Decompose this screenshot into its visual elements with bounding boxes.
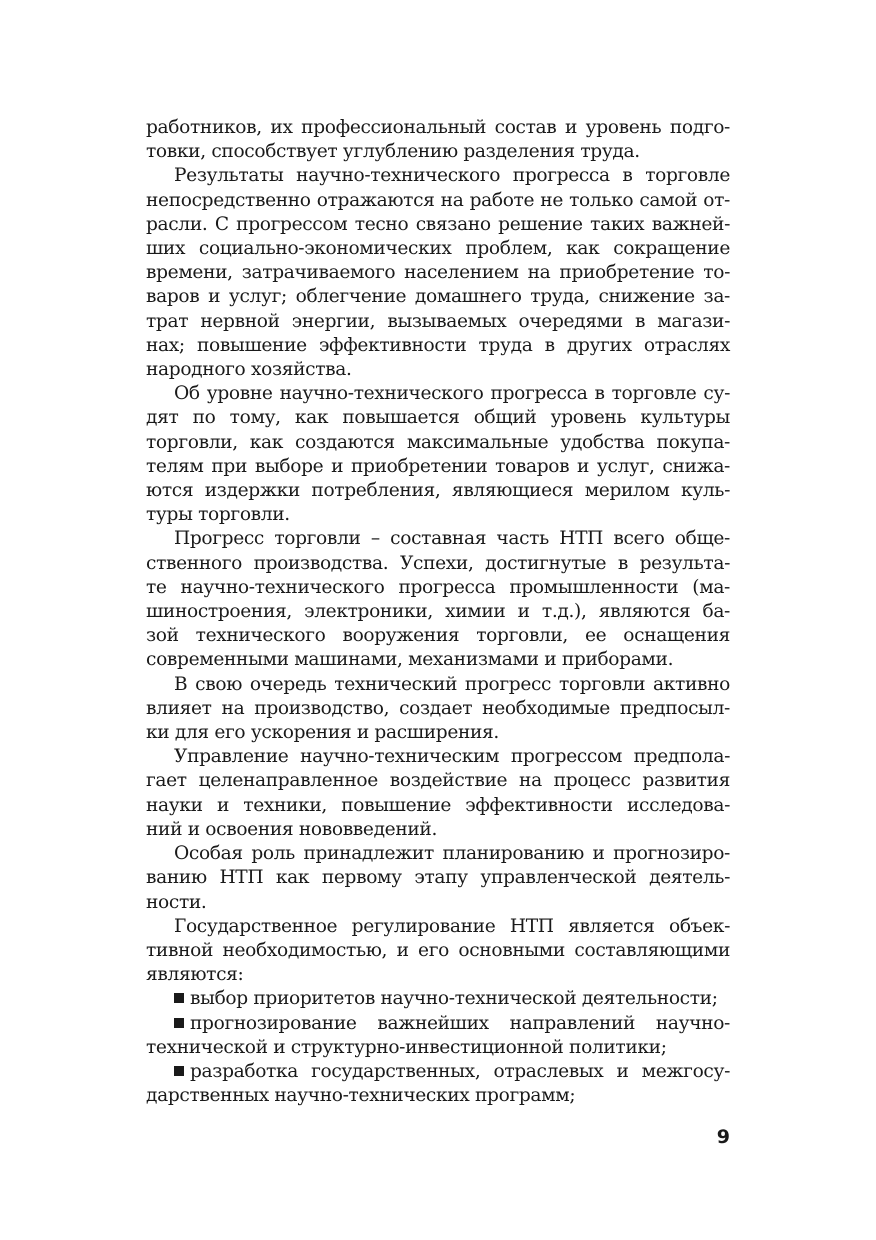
- paragraph: [146, 915, 730, 988]
- text-line: Об уровне научно-технического прогресса в торговле су-: [174, 383, 730, 405]
- text-line: трат нервной энергии, вызываемых очередями в магази-: [146, 310, 730, 332]
- paragraph: [146, 382, 730, 527]
- square-bullet-icon: [174, 993, 184, 1003]
- text-line: Результаты научно-технического прогресса в торговле: [174, 165, 730, 187]
- paragraph: [146, 527, 730, 672]
- text-line: ванию НТП как первому этапу управленческой деятель-: [146, 867, 730, 889]
- text-line: науки и техники, повышение эффективности исследова-: [146, 794, 730, 816]
- text-line: являются:: [146, 964, 244, 986]
- text-line: народного хозяйства.: [146, 359, 352, 381]
- text-line: гает целенаправленное воздействие на процесс развития: [146, 770, 730, 792]
- list-item-text: разработка государственных, отраслевых и межгосу-: [190, 1060, 730, 1082]
- square-bullet-icon: [174, 1066, 184, 1076]
- text-line: ки для его ускорения и расширения.: [146, 722, 499, 744]
- text-line: технической и структурно-инвестиционной политики;: [146, 1036, 667, 1058]
- text-line: шиностроения, электроники, химии и т.д.), являются ба-: [146, 601, 730, 623]
- text-line: Государственное регулирование НТП является объек-: [174, 915, 730, 937]
- list-item: [146, 1012, 730, 1060]
- square-bullet-icon: [174, 1018, 184, 1028]
- text-line: дят по тому, как повышается общий уровень культуры: [146, 407, 730, 429]
- paragraph: [146, 745, 730, 842]
- text-line: ственного производства. Успехи, достигнутые в результа-: [146, 552, 730, 574]
- text-line: современными машинами, механизмами и приборами.: [146, 649, 674, 671]
- list-item: [146, 1060, 730, 1108]
- text-line: те научно-технического прогресса промышленности (ма-: [146, 576, 730, 598]
- text-line: дарственных научно-технических программ;: [146, 1085, 576, 1107]
- paragraph: [146, 842, 730, 915]
- text-line: работников, их профессиональный состав и уровень подго-: [146, 117, 730, 138]
- text-line: телям при выборе и приобретении товаров и услуг, снижа-: [146, 455, 730, 477]
- text-line: расли. С прогрессом тесно связано решение таких важней-: [146, 213, 730, 235]
- list-item: [146, 987, 730, 1011]
- paragraph: [146, 116, 730, 164]
- text-line: зой технического вооружения торговли, ее оснащения: [146, 625, 730, 647]
- text-line: тивной необходимостью, и его основными составляющими: [146, 939, 730, 961]
- text-line: Управление научно-техническим прогрессом предпола-: [174, 746, 730, 768]
- text-line: [146, 1060, 730, 1084]
- bullet-list: [146, 987, 730, 1108]
- text-line: [146, 987, 730, 1011]
- list-item-text: выбор приоритетов научно-технической деятельности;: [190, 988, 718, 1010]
- text-line: ности.: [146, 891, 207, 913]
- list-item-text: прогнозирование важнейших направлений научно-: [190, 1012, 730, 1034]
- text-line: ний и освоения нововведений.: [146, 818, 438, 840]
- text-line: В свою очередь технический прогресс торговли активно: [174, 673, 730, 695]
- text-line: нах; повышение эффективности труда в других отраслях: [146, 334, 730, 356]
- text-line: ших социально-экономических проблем, как сокращение: [146, 238, 730, 260]
- text-line: туры торговли.: [146, 504, 290, 526]
- text-line: Особая роль принадлежит планированию и прогнозиро-: [174, 843, 730, 865]
- page-number: 9: [716, 1126, 730, 1148]
- text-line: торговли, как создаются максимальные удобства покупа-: [146, 431, 730, 453]
- text-line: товки, способствует углублению разделения труда.: [146, 141, 640, 163]
- page-body: [146, 116, 730, 1108]
- text-line: Прогресс торговли – составная часть НТП всего обще-: [174, 528, 730, 550]
- text-line: [146, 1012, 730, 1036]
- text-line: ются издержки потребления, являющиеся мерилом куль-: [146, 480, 730, 502]
- text-line: влияет на производство, создает необходимые предпосыл-: [146, 697, 730, 719]
- text-line: непосредственно отражаются на работе не только самой от-: [146, 189, 730, 211]
- paragraph: [146, 673, 730, 746]
- text-line: времени, затрачиваемого населением на приобретение то-: [146, 262, 730, 284]
- paragraph: [146, 164, 730, 382]
- text-line: варов и услуг; облегчение домашнего труда, снижение за-: [146, 286, 730, 308]
